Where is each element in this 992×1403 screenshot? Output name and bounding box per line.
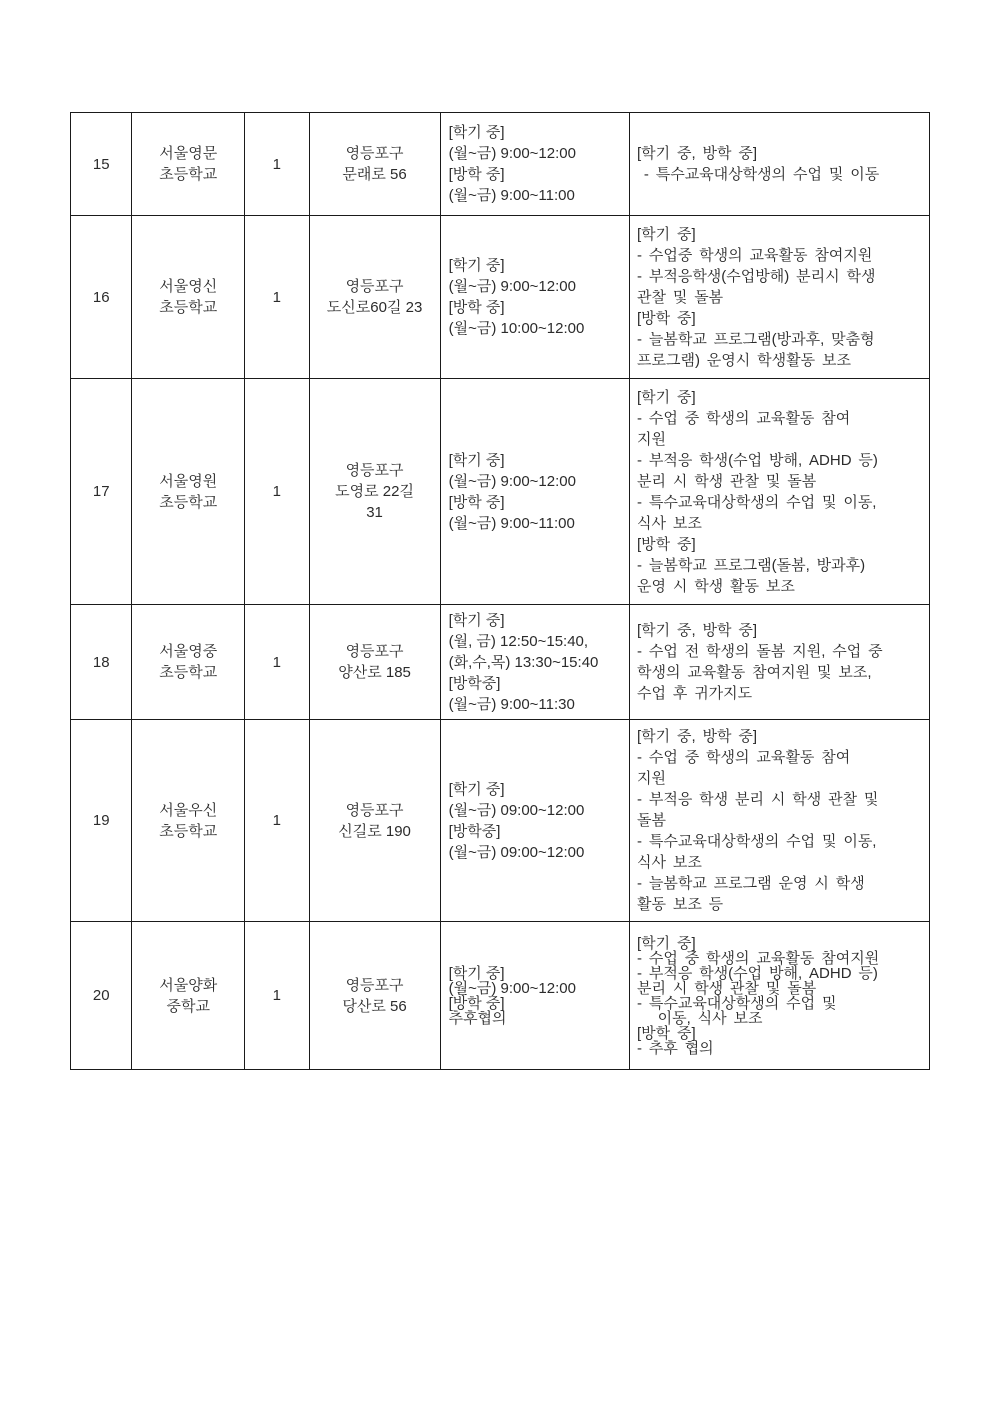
- cell-text-line: 서울영중: [159, 643, 218, 660]
- cell-text-line: 식사 보조: [636, 854, 702, 871]
- cell-text-line: - 늘봄학교 프로그램(방과후, 맞춤형: [636, 330, 875, 348]
- cell-text-line: [학기 중]: [448, 611, 505, 629]
- count-cell: 1: [245, 605, 310, 720]
- cell-text-line: 프로그램) 운영시 학생활동 보조: [636, 351, 851, 369]
- cell-text-line: 운영 시 학생 활동 보조: [636, 577, 795, 595]
- cell-text-line: 식사 보조: [636, 514, 702, 532]
- cell-text-line: (월~금) 9:00~11:00: [448, 187, 575, 204]
- cell-text-line: [학기 중, 방학 중]: [636, 145, 758, 162]
- cell-text-line: 수업 후 귀가지도: [636, 685, 753, 702]
- cell-text-line: 영등포구: [345, 278, 404, 295]
- cell-text-line: 영등포구: [345, 145, 404, 162]
- table-row: [71, 922, 930, 1070]
- cell-text-line: [학기 중]: [448, 124, 505, 141]
- table-row: [71, 720, 930, 922]
- address-cell: [309, 379, 440, 605]
- cell-text-line: 학생의 교육활동 참여지원 및 보조,: [636, 664, 872, 681]
- row-number-cell: 20: [71, 922, 132, 1070]
- cell-text-line: (월~금) 9:00~12:00: [448, 472, 576, 490]
- cell-text-line: 활동 보조 등: [636, 896, 724, 913]
- cell-text-line: 당산로 56: [342, 997, 407, 1015]
- cell-text-line: 돌봄: [636, 812, 666, 829]
- duties-cell: [629, 216, 929, 379]
- cell-text-line: [방학 중]: [636, 309, 696, 327]
- duties-cell: [629, 922, 929, 1070]
- cell-text-line: 관찰 및 돌봄: [636, 288, 724, 306]
- schedule-cell: [440, 216, 629, 379]
- cell-text-line: 초등학교: [159, 664, 218, 681]
- table-row: [71, 113, 930, 216]
- cell-text-line: (월~금) 10:00~12:00: [448, 320, 585, 337]
- cell-text-line: 신길로 190: [338, 822, 411, 840]
- cell-text-line: [학기 중]: [636, 225, 696, 243]
- cell-text-line: 문래로 56: [342, 166, 407, 183]
- cell-text-line: 분리 시 학생 관찰 및 돌봄: [636, 979, 817, 997]
- cell-text-line: (월~금) 09:00~12:00: [448, 801, 585, 819]
- cell-text-line: 추후협의: [448, 1009, 507, 1027]
- cell-text-line: - 수업 중 학생의 교육활동 참여: [636, 749, 851, 766]
- address-cell: [309, 720, 440, 922]
- cell-text-line: 도신로60길 23: [326, 299, 423, 316]
- cell-text-line: 서울양화: [159, 976, 218, 994]
- cell-text-line: 초등학교: [159, 166, 218, 183]
- row-number-cell: 16: [71, 216, 132, 379]
- address-cell: [309, 113, 440, 216]
- cell-text-line: (월~금) 9:00~12:00: [448, 979, 576, 997]
- duties-cell: [629, 605, 929, 720]
- cell-text-line: (화,수,목) 13:30~15:40: [448, 653, 599, 671]
- cell-text-line: [방학 중]: [448, 493, 505, 511]
- table-row: [71, 216, 930, 379]
- cell-text-line: - 수업 중 학생의 교육활동 참여지원: [636, 949, 880, 967]
- cell-text-line: - 수업중 학생의 교육활동 참여지원: [636, 246, 873, 264]
- cell-text-line: [방학 중]: [636, 535, 696, 553]
- cell-text-line: - 추후 협의: [636, 1039, 714, 1057]
- cell-text-line: [학기 중]: [448, 451, 505, 469]
- cell-text-line: 이동, 식사 보조: [636, 1009, 763, 1027]
- school-support-table: [70, 112, 930, 1070]
- duties-cell: [629, 113, 929, 216]
- cell-text-line: - 특수교육대상학생의 수업 및 이동: [636, 166, 880, 183]
- cell-text-line: 서울영문: [159, 145, 218, 162]
- cell-text-line: 초등학교: [159, 299, 218, 316]
- cell-text-line: 영등포구: [345, 462, 404, 479]
- cell-text-line: - 부적응 학생(수업 방해, ADHD 등): [636, 451, 878, 469]
- cell-text-line: - 늘봄학교 프로그램(돌봄, 방과후): [636, 556, 866, 574]
- cell-text-line: 영등포구: [345, 801, 404, 819]
- school-name-cell: [132, 922, 245, 1070]
- school-name-cell: [132, 720, 245, 922]
- cell-text-line: - 부적응 학생(수업 방해, ADHD 등): [636, 964, 878, 982]
- cell-text-line: - 특수교육대상학생의 수업 및 이동,: [636, 493, 877, 511]
- cell-text-line: 도영로 22길: [335, 483, 414, 500]
- cell-text-line: [학기 중]: [448, 964, 505, 982]
- duties-cell: [629, 720, 929, 922]
- school-name-cell: [132, 605, 245, 720]
- cell-text-line: [방학중]: [448, 822, 501, 840]
- cell-text-line: (월~금) 9:00~11:30: [448, 695, 575, 713]
- cell-text-line: 서울영원: [159, 472, 218, 490]
- row-number-cell: 17: [71, 379, 132, 605]
- cell-text-line: [방학중]: [448, 674, 501, 692]
- cell-text-line: [학기 중, 방학 중]: [636, 622, 758, 639]
- cell-text-line: [학기 중]: [636, 388, 696, 406]
- address-cell: [309, 605, 440, 720]
- cell-text-line: (월~금) 9:00~12:00: [448, 278, 576, 295]
- cell-text-line: (월~금) 9:00~12:00: [448, 145, 576, 162]
- cell-text-line: (월~금) 09:00~12:00: [448, 843, 585, 861]
- row-number-cell: 15: [71, 113, 132, 216]
- row-number-cell: 18: [71, 605, 132, 720]
- cell-text-line: 초등학교: [159, 822, 218, 840]
- cell-text-line: 양산로 185: [338, 664, 411, 681]
- cell-text-line: - 수업 중 학생의 교육활동 참여: [636, 409, 851, 427]
- cell-text-line: 영등포구: [345, 976, 404, 994]
- table-row: [71, 605, 930, 720]
- cell-text-line: [방학 중]: [448, 994, 505, 1012]
- cell-text-line: [학기 중]: [448, 780, 505, 798]
- cell-text-line: - 수업 전 학생의 돌봄 지원, 수업 중: [636, 643, 883, 660]
- row-number-cell: 19: [71, 720, 132, 922]
- schedule-cell: [440, 605, 629, 720]
- cell-text-line: 31: [366, 504, 383, 521]
- cell-text-line: - 늘봄학교 프로그램 운영 시 학생: [636, 875, 865, 892]
- cell-text-line: 지원: [636, 770, 666, 787]
- cell-text-line: 영등포구: [345, 643, 404, 660]
- cell-text-line: - 부적응학생(수업방해) 분리시 학생: [636, 267, 876, 285]
- cell-text-line: [방학 중]: [448, 299, 505, 316]
- count-cell: 1: [245, 113, 310, 216]
- table-body: [71, 113, 930, 1070]
- count-cell: 1: [245, 216, 310, 379]
- school-name-cell: [132, 113, 245, 216]
- cell-text-line: - 특수교육대상학생의 수업 및: [636, 994, 837, 1012]
- cell-text-line: - 특수교육대상학생의 수업 및 이동,: [636, 833, 877, 850]
- cell-text-line: [방학 중]: [636, 1024, 696, 1042]
- address-cell: [309, 216, 440, 379]
- school-name-cell: [132, 216, 245, 379]
- cell-text-line: (월~금) 9:00~11:00: [448, 514, 575, 532]
- cell-text-line: 분리 시 학생 관찰 및 돌봄: [636, 472, 817, 490]
- schedule-cell: [440, 720, 629, 922]
- cell-text-line: 중학교: [166, 997, 210, 1015]
- cell-text-line: 지원: [636, 430, 666, 448]
- schedule-cell: [440, 379, 629, 605]
- cell-text-line: (월, 금) 12:50~15:40,: [448, 632, 589, 650]
- schedule-cell: [440, 113, 629, 216]
- cell-text-line: [학기 중]: [636, 934, 696, 952]
- cell-text-line: 초등학교: [159, 493, 218, 511]
- cell-text-line: 서울영신: [159, 278, 218, 295]
- address-cell: [309, 922, 440, 1070]
- school-name-cell: [132, 379, 245, 605]
- schedule-cell: [440, 922, 629, 1070]
- duties-cell: [629, 379, 929, 605]
- count-cell: 1: [245, 379, 310, 605]
- count-cell: 1: [245, 720, 310, 922]
- cell-text-line: 서울우신: [159, 801, 218, 819]
- table-row: [71, 379, 930, 605]
- cell-text-line: [학기 중]: [448, 257, 505, 274]
- count-cell: 1: [245, 922, 310, 1070]
- cell-text-line: [방학 중]: [448, 166, 505, 183]
- cell-text-line: - 부적응 학생 분리 시 학생 관찰 및: [636, 791, 879, 808]
- cell-text-line: [학기 중, 방학 중]: [636, 728, 758, 745]
